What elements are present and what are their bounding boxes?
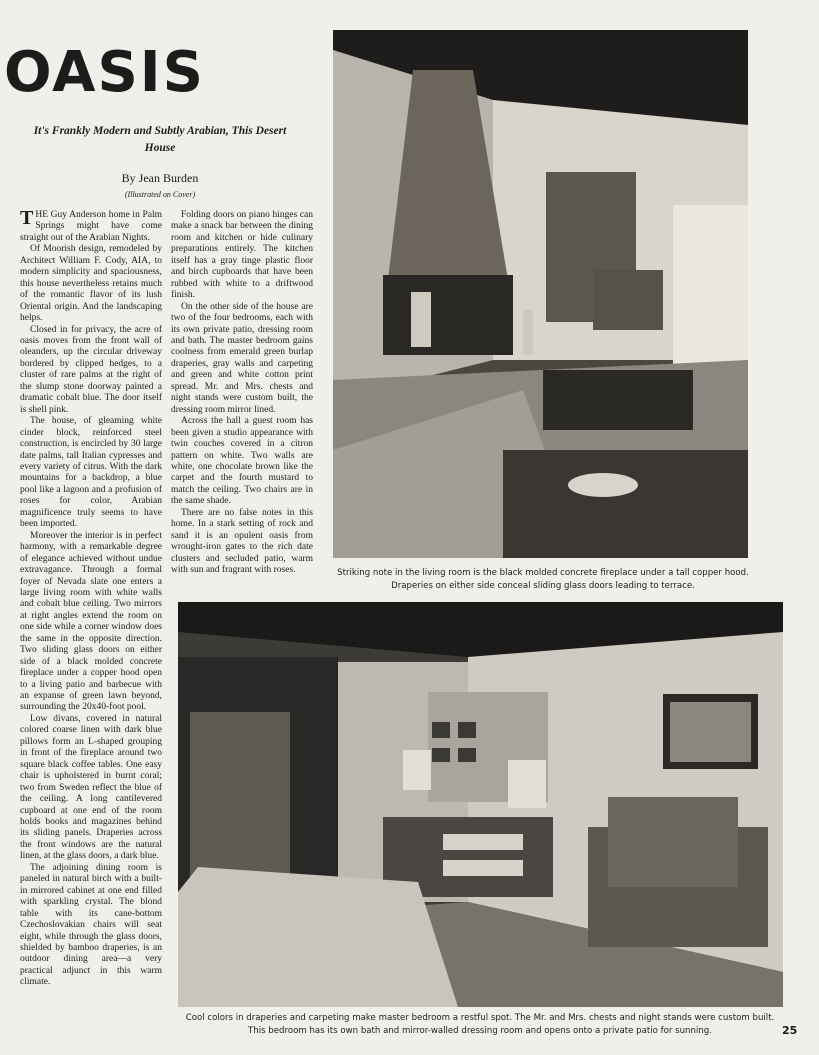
paragraph: There are no false notes in this home. In a stark setting of rock and sand it is an opulent oasis from wrought-iron gates to the rich date clusters and secluded patio, warm with sun and fragrant with roses. <box>171 507 313 576</box>
page-number: 25 <box>782 1024 798 1037</box>
article-column-1 <box>20 207 162 1050</box>
paragraph: Across the hall a guest room has been given a studio appearance with twin couches covered in a citron pattern on white. Two walls are white, one chocolate brown like the carpet and the fourth mustard to match the ceiling. Two chairs are in the same shade. <box>171 416 313 507</box>
article-subtitle: It's Frankly Modern and Subtly Arabian, This Desert House <box>33 125 287 154</box>
byline: By Jean Burden <box>121 171 199 185</box>
page-title: OASIS <box>4 40 205 105</box>
paragraph: Of Moorish design, remodeled by Architect William F. Cody, AIA, to modern simplicity and spaciousness, this house nevertheless retains much of the romantic flavor of its lush Oriental origin. And the landscaping helps. <box>20 244 162 324</box>
article-column-2 <box>171 210 313 590</box>
bedroom-illustration <box>178 602 783 1007</box>
living-room-photo <box>333 30 748 558</box>
paragraph: Closed in for privacy, the acre of oasis moves from the front wall of oleanders, up the circular driveway bordered by clipped hedges, to a cluster of rare palms at the right of the slump stone doorway painted a dramatic cobalt blue. The door itself is shell pink. <box>20 324 162 415</box>
paragraph: Folding doors on piano hinges can make a snack bar between the dining room and kitchen or hide culinary preparations entirely. The kitchen itself has a gray tinge plastic floor and birch cupboards that have been rubbed with white to a driftwood finish. <box>171 210 313 301</box>
paragraph: The house, of gleaming white cinder block, reinforced steel construction, is encircled by 30 large date palms, tall Italian cypresses and every variety of citrus. With the dark mountains for a backdrop, a blue pool like a lagoon and a profusion of roses for color, Arabian magnificence truly seems to have been imported. <box>20 416 162 530</box>
illustration-credit: (Illustrated on Cover) <box>124 190 196 199</box>
paragraph: Low divans, covered in natural colored coarse linen with dark blue pillows form an L-shaped grouping in front of the fireplace around two square black coffee tables. One easy chair is upholstered in burnt coral; two from Sweden reflect the blue of the ceiling. A long cantilevered cupboard at one end of the room holds books and magazines behind its sliding panels. Draperies across the front windows are the natural linen, at the glass doors, a dark blue. <box>20 713 162 862</box>
bedroom-caption: Cool colors in draperies and carpeting make master bedroom a restful spot. The Mr. and Mrs. chests and night stands were custom built. This bedroom has its own bath and mirror-walled dressing room and opens onto a private patio for sunning. <box>185 1013 775 1036</box>
bedroom-photo <box>178 602 783 1007</box>
paragraph: Moreover the interior is in perfect harmony, with a remarkable degree of elegance achieved without undue extravagance. Through a formal foyer of Nevada slate one enters a large living room with white walls and cobalt blue ceiling. Two mirrors at right angles extend the room on one side while a corner window does the same in the opposite direction. Two sliding glass doors on either side of a black molded concrete fireplace under a copper hood open to a living patio and barbecue with an expanse of green lawn beyond, surrounding the 20x40-foot pool. <box>20 530 162 713</box>
paragraph: THE Guy Anderson home in Palm Springs might have come straight out of the Arabian Nights. <box>20 207 162 243</box>
drop-cap: T <box>20 207 34 229</box>
living-room-illustration <box>333 30 748 558</box>
living-room-caption: Striking note in the living room is the black molded concrete fireplace under a tall copper hood. Draperies on either side conceal sliding glass doors leading to terrace. <box>337 568 749 591</box>
paragraph: The adjoining dining room is paneled in natural birch with a built-in mirrored cabinet at one end filled with sparkling crystal. The blond table with its cane-bottom Czechoslovakian chairs will seat eight, while through the glass doors, shielded by bamboo draperies, is an outdoor dining area—a very practical adjunct in this warm climate. <box>20 862 162 988</box>
paragraph: On the other side of the house are two of the four bedrooms, each with its own private patio, dressing room and bath. The master bedroom gains coolness from emerald green burlap draperies, gray walls and carpeting and green and white cotton print spread. Mr. and Mrs. chests and night stands were custom built, the dressing room mirror lined. <box>171 301 313 415</box>
